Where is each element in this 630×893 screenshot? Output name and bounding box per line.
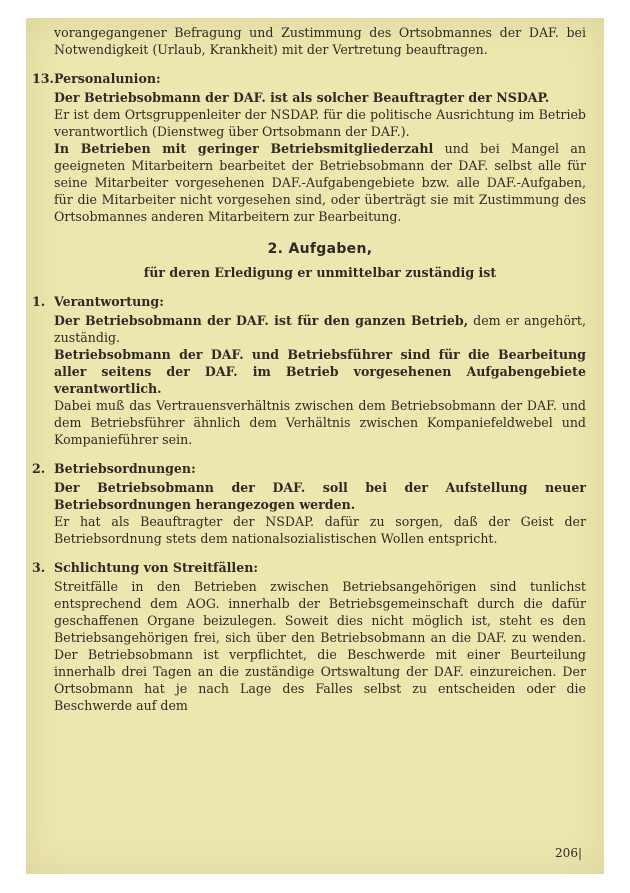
paragraph <box>54 578 586 714</box>
section-heading <box>32 70 586 87</box>
page-number: 206| <box>555 846 582 860</box>
bold-text: Der Betriebsobmann der DAF. soll bei der Aufstellung neuer Betriebsordnungen herangezogen werden. <box>54 480 586 512</box>
intro-text <box>54 24 586 58</box>
section <box>32 559 586 714</box>
sections-part-two <box>32 293 586 714</box>
sections-part-one <box>32 70 587 225</box>
bold-text: Betriebsobmann der DAF. und Betriebsführer sind für die Bearbeitung aller seitens der DAF. im Betrieb vorgesehenen Aufgabengebiete verantwortlich. <box>54 347 586 396</box>
section-body <box>54 312 586 448</box>
text: Dabei muß das Vertrauensverhältnis zwischen dem Betriebsobmann der DAF. und dem Betriebsführer ähnlich dem Verhältnis zwischen Kompaniefeldwebel und Kompanieführer sein. <box>54 398 586 447</box>
paragraph <box>54 346 586 397</box>
text: Er ist dem Ortsgruppenleiter der NSDAP. für die politische Ausrichtung im Betrieb verantwortlich (Dienstweg über Ortsobmann der DAF.). <box>54 107 586 139</box>
section-number: 1. <box>32 294 46 309</box>
bold-text: Der Betriebsobmann der DAF. ist für den ganzen Betrieb, <box>54 313 469 328</box>
section-title: Personalunion: <box>54 71 161 86</box>
section-number: 3. <box>32 560 46 575</box>
section-heading <box>32 559 586 576</box>
section-body <box>54 89 586 225</box>
paragraph <box>54 312 586 346</box>
intro-paragraph: vorangegangener Befragung und Zustimmung des Ortsobmannes der DAF. bei Notwendigkeit (Urlaub, Krankheit) mit der Vertretung beauftragen. <box>54 25 586 57</box>
section-heading <box>32 293 586 310</box>
section-heading <box>32 460 586 477</box>
text: dem er angehört, zuständig. <box>54 313 586 345</box>
bold-text: In Betrieben mit geringer Betriebsmitgliederzahl <box>54 141 434 156</box>
paragraph <box>54 106 586 140</box>
section-number: 2. <box>32 461 46 476</box>
section <box>32 293 586 448</box>
chapter-heading <box>54 241 586 281</box>
section-title: Verantwortung: <box>54 294 164 309</box>
bold-text: Der Betriebsobmann der DAF. ist als solcher Beauftragter der NSDAP. <box>54 90 550 105</box>
text: Streitfälle in den Betrieben zwischen Betriebsangehörigen sind tunlichst entsprechend dem AOG. innerhalb der Betriebsgemeinschaft durch die dafür geschaffenen Organe beizulegen. Soweit dies nicht möglich ist, steht es den Betriebsangehörigen frei, sich über den Betriebsobmann an die DAF. zu wenden. Der Betriebsobmann ist verpflichtet, die Beschwerde mit einer Beurteilung innerhalb drei Tagen an die zuständige Ortswaltung der DAF. einzureichen. Der Ortsobmann hat je nach Lage des Falles selbst zu entscheiden oder die Beschwerde auf dem <box>54 579 586 713</box>
paragraph <box>54 479 586 513</box>
paragraph <box>54 397 586 448</box>
section-title: Betriebsordnungen: <box>54 461 196 476</box>
section-body <box>54 479 586 547</box>
paragraph <box>54 89 586 106</box>
text: Er hat als Beauftragter der NSDAP. dafür zu sorgen, daß der Geist der Betriebsordnung stets dem nationalsozialistischen Wollen entspricht. <box>54 514 586 546</box>
chapter-title: 2. Aufgaben, <box>267 241 373 257</box>
section-body <box>54 578 586 714</box>
section <box>32 460 586 547</box>
text: und bei Mangel an geeigneten Mitarbeitern bearbeitet der Betriebsobmann der DAF. selbst alle für seine Mitarbeiter vorgesehenen DAF.-Aufgabengebiete bzw. alle DAF.-Aufgaben, für die Mitarbeiter nicht vorgesehen sind, oder überträgt sie mit Zustimmung des Ortsobmannes anderen Mitarbeitern zur Bearbeitung. <box>54 141 587 224</box>
document-page <box>26 18 604 874</box>
section-number: 13. <box>32 71 54 86</box>
paragraph <box>54 513 586 547</box>
section-title: Schlichtung von Streitfällen: <box>54 560 259 575</box>
chapter-subtitle: für deren Erledigung er unmittelbar zuständig ist <box>143 265 497 280</box>
section <box>32 70 587 225</box>
paragraph <box>54 140 586 225</box>
